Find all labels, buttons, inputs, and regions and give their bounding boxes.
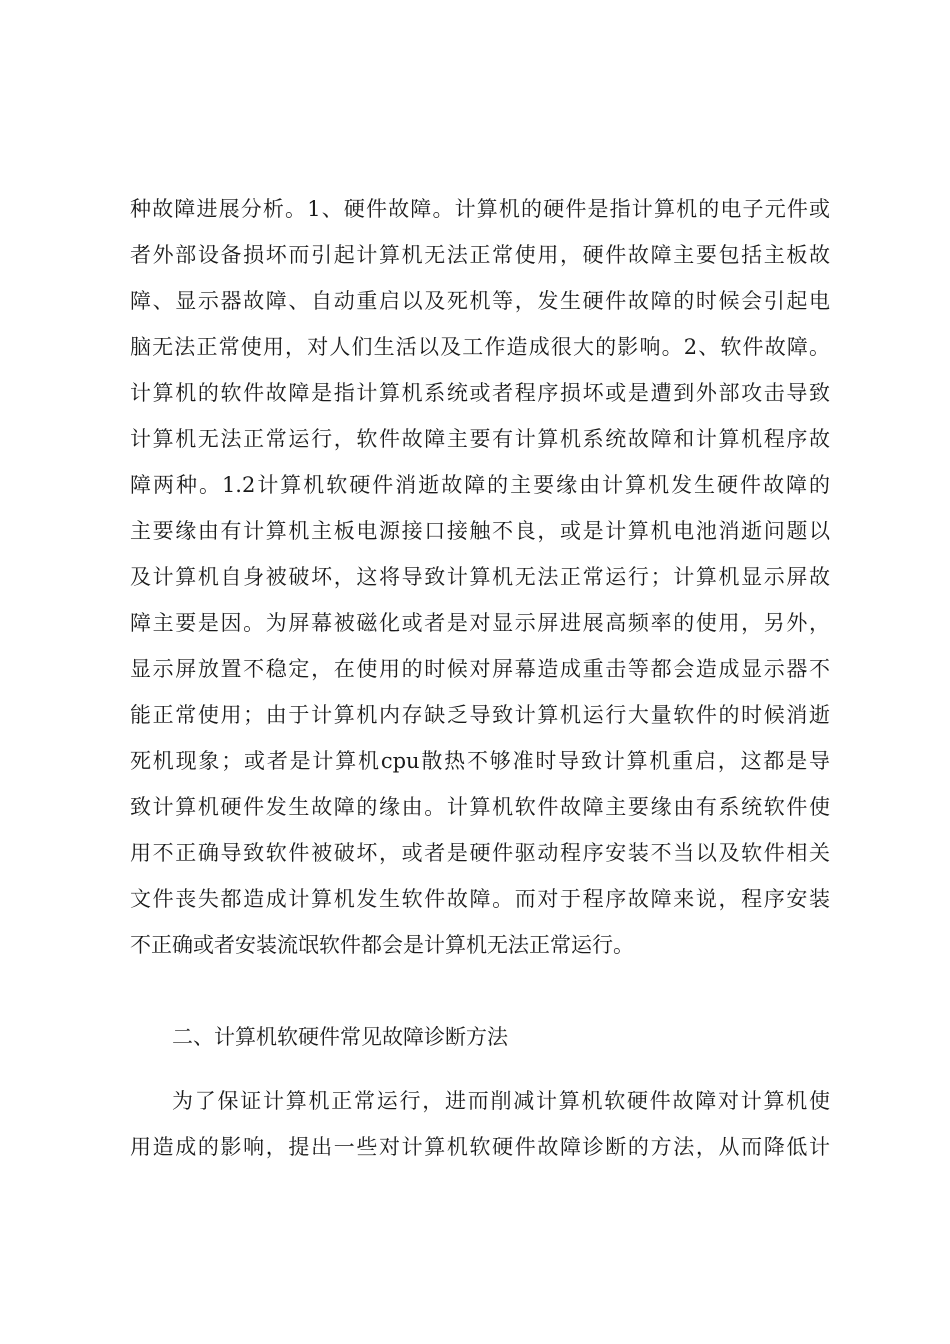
paragraph-line: 用造成的影响，提出一些对计算机软硬件故障诊断的方法，从而降低计: [130, 1135, 830, 1159]
paragraph-line: 脑无法正常使用，对人们生活以及工作造成很大的影响。2、软件故障。: [130, 335, 830, 359]
paragraph-line: 显示屏放置不稳定，在使用的时候对屏幕造成重击等都会造成显示器不: [130, 657, 830, 681]
section-heading: 二、计算机软硬件常见故障诊断方法: [172, 1025, 508, 1049]
paragraph-line: 及计算机自身被破坏，这将导致计算机无法正常运行；计算机显示屏故: [130, 565, 830, 589]
paragraph-line: 不正确或者安装流氓软件都会是计算机无法正常运行。: [130, 933, 634, 957]
paragraph-line: 者外部设备损坏而引起计算机无法正常使用，硬件故障主要包括主板故: [130, 243, 830, 267]
paragraph-line: 文件丧失都造成计算机发生软件故障。而对于程序故障来说，程序安装: [130, 887, 830, 911]
paragraph-line: 死机现象；或者是计算机cpu散热不够准时导致计算机重启，这都是导: [130, 749, 830, 773]
paragraph-line: 计算机无法正常运行，软件故障主要有计算机系统故障和计算机程序故: [130, 427, 830, 451]
paragraph-line: 致计算机硬件发生故障的缘由。计算机软件故障主要缘由有系统软件使: [130, 795, 830, 819]
paragraph-line: 计算机的软件故障是指计算机系统或者程序损坏或是遭到外部攻击导致: [130, 381, 830, 405]
paragraph-line: 用不正确导致软件被破坏，或者是硬件驱动程序安装不当以及软件相关: [130, 841, 830, 865]
paragraph-line: 障主要是因。为屏幕被磁化或者是对显示屏进展高频率的使用，另外，: [130, 611, 830, 635]
paragraph-line: 能正常使用；由于计算机内存缺乏导致计算机运行大量软件的时候消逝: [130, 703, 830, 727]
paragraph-line: 障、显示器故障、自动重启以及死机等，发生硬件故障的时候会引起电: [130, 289, 830, 313]
paragraph-line: 为了保证计算机正常运行，进而削减计算机软硬件故障对计算机使: [172, 1089, 830, 1113]
paragraph-line: 种故障进展分析。1、硬件故障。计算机的硬件是指计算机的电子元件或: [130, 197, 830, 221]
paragraph-line: 主要缘由有计算机主板电源接口接触不良，或是计算机电池消逝问题以: [130, 519, 830, 543]
paragraph-line: 障两种。1.2计算机软硬件消逝故障的主要缘由计算机发生硬件故障的: [130, 473, 830, 497]
